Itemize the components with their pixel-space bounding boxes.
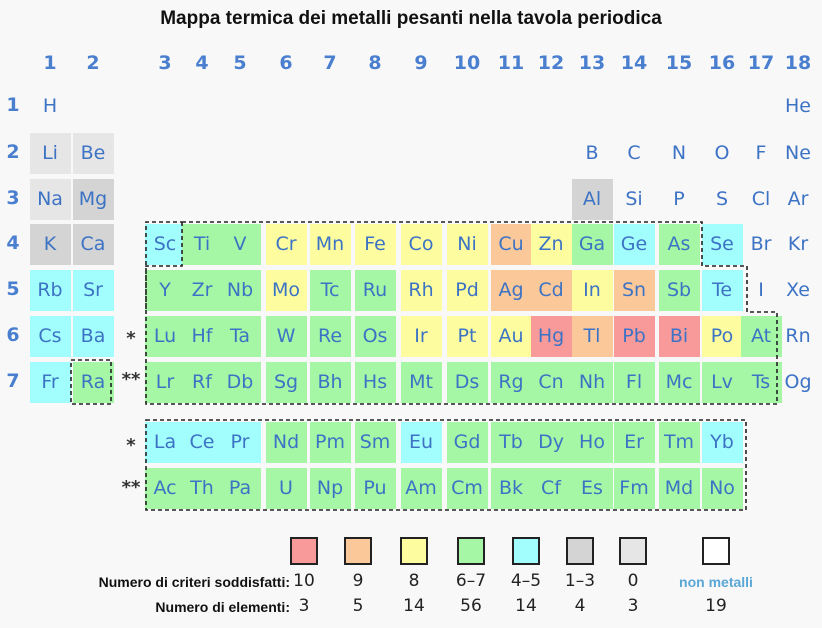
element-sm: Sm xyxy=(355,422,396,463)
element-co: Co xyxy=(401,224,442,265)
element-pa: Pa xyxy=(220,468,261,509)
element-rf: Rf xyxy=(182,362,223,403)
element-ts: Ts xyxy=(741,362,782,403)
element-fl: Fl xyxy=(614,362,655,403)
element-hs: Hs xyxy=(355,362,396,403)
element-cs: Cs xyxy=(30,316,71,357)
element-cd: Cd xyxy=(531,270,572,311)
element-rn: Rn xyxy=(785,325,811,347)
element-te: Te xyxy=(702,270,743,311)
group-label-10: 10 xyxy=(453,52,481,74)
legend-criteria-c0: 0 xyxy=(627,571,639,591)
legend-criteria-nm: non metalli xyxy=(679,574,753,590)
element-cu: Cu xyxy=(491,224,532,265)
element-i: I xyxy=(758,279,764,301)
element-rb: Rb xyxy=(30,270,71,311)
element-hf: Hf xyxy=(182,316,223,357)
element-am: Am xyxy=(401,468,442,509)
legend-swatch-c10 xyxy=(290,537,318,565)
group-label-12: 12 xyxy=(537,52,565,74)
group-label-16: 16 xyxy=(708,52,736,74)
element-c: C xyxy=(627,142,641,164)
legend-count-label: Numero di elementi: xyxy=(155,599,290,615)
element-mo: Mo xyxy=(266,270,307,311)
element-er: Er xyxy=(614,422,655,463)
element-ir: Ir xyxy=(401,316,442,357)
legend-swatch-c13 xyxy=(566,537,594,565)
element-po: Po xyxy=(702,316,743,357)
element-yb: Yb xyxy=(702,422,743,463)
element-fr: Fr xyxy=(30,362,71,403)
group-label-7: 7 xyxy=(323,52,337,74)
element-sg: Sg xyxy=(266,362,307,403)
element-ga: Ga xyxy=(572,224,613,265)
legend-criteria-c13: 1–3 xyxy=(564,571,596,591)
period-label-3: 3 xyxy=(6,187,20,209)
element-n: N xyxy=(671,142,687,164)
element-cl: Cl xyxy=(751,188,771,210)
legend-swatch-c45 xyxy=(512,537,540,565)
group-label-15: 15 xyxy=(665,52,693,74)
element-tb: Tb xyxy=(491,422,532,463)
element-na: Na xyxy=(30,179,71,220)
period-label-6: 6 xyxy=(6,324,20,346)
element-si: Si xyxy=(625,188,643,210)
element-pm: Pm xyxy=(310,422,351,463)
legend-count-c9: 5 xyxy=(352,596,364,616)
element-eu: Eu xyxy=(401,422,442,463)
element-ra: Ra xyxy=(73,362,114,403)
period-label-1: 1 xyxy=(6,94,20,116)
element-ca: Ca xyxy=(73,224,114,265)
element-xe: Xe xyxy=(786,279,810,301)
element-bk: Bk xyxy=(491,468,532,509)
element-og: Og xyxy=(784,371,812,393)
element-tm: Tm xyxy=(659,422,700,463)
element-ac: Ac xyxy=(145,468,186,509)
lanthanide-marker-main: * xyxy=(126,328,136,349)
element-f: F xyxy=(755,142,767,164)
element-ti: Ti xyxy=(182,224,223,265)
group-label-3: 3 xyxy=(158,52,172,74)
element-ag: Ag xyxy=(491,270,532,311)
element-lu: Lu xyxy=(145,316,186,357)
legend-count-c45: 14 xyxy=(515,596,537,616)
element-y: Y xyxy=(145,270,186,311)
group-label-5: 5 xyxy=(233,52,247,74)
element-ho: Ho xyxy=(572,422,613,463)
lanthanide-marker-series: * xyxy=(126,435,136,456)
element-pu: Pu xyxy=(355,468,396,509)
element-v: V xyxy=(220,224,261,265)
element-zr: Zr xyxy=(182,270,223,311)
element-tc: Tc xyxy=(310,270,351,311)
legend-swatch-nm xyxy=(702,537,730,565)
legend-count-c8: 14 xyxy=(403,596,425,616)
element-la: La xyxy=(145,422,186,463)
element-mc: Mc xyxy=(659,362,700,403)
element-li: Li xyxy=(30,133,71,174)
period-label-2: 2 xyxy=(6,141,20,163)
element-fm: Fm xyxy=(614,468,655,509)
element-ge: Ge xyxy=(614,224,655,265)
element-no: No xyxy=(702,468,743,509)
group-label-13: 13 xyxy=(578,52,606,74)
element-o: O xyxy=(714,142,730,164)
element-es: Es xyxy=(572,468,613,509)
period-label-4: 4 xyxy=(6,232,20,254)
element-b: B xyxy=(585,142,599,164)
group-label-6: 6 xyxy=(279,52,293,74)
element-hg: Hg xyxy=(531,316,572,357)
element-at: At xyxy=(741,316,782,357)
element-sn: Sn xyxy=(614,270,655,311)
element-k: K xyxy=(30,224,71,265)
element-ce: Ce xyxy=(182,422,223,463)
element-ba: Ba xyxy=(73,316,114,357)
element-os: Os xyxy=(355,316,396,357)
element-np: Np xyxy=(310,468,351,509)
element-pb: Pb xyxy=(614,316,655,357)
element-md: Md xyxy=(659,468,700,509)
element-mn: Mn xyxy=(310,224,351,265)
element-s: S xyxy=(715,188,729,210)
element-w: W xyxy=(266,316,307,357)
element-ne: Ne xyxy=(785,142,811,164)
group-label-18: 18 xyxy=(784,52,812,74)
legend-count-c67: 56 xyxy=(460,596,482,616)
element-gd: Gd xyxy=(447,422,488,463)
legend-swatch-c8 xyxy=(400,537,428,565)
element-lr: Lr xyxy=(145,362,186,403)
element-sb: Sb xyxy=(659,270,700,311)
element-be: Be xyxy=(73,133,114,174)
element-sc: Sc xyxy=(145,224,186,265)
group-label-17: 17 xyxy=(747,52,775,74)
group-label-9: 9 xyxy=(414,52,428,74)
group-label-1: 1 xyxy=(43,52,57,74)
element-cr: Cr xyxy=(266,224,307,265)
element-db: Db xyxy=(220,362,261,403)
legend-criteria-c67: 6–7 xyxy=(455,571,487,591)
element-lv: Lv xyxy=(702,362,743,403)
element-dy: Dy xyxy=(531,422,572,463)
element-zn: Zn xyxy=(531,224,572,265)
period-label-7: 7 xyxy=(6,370,20,392)
element-sr: Sr xyxy=(73,270,114,311)
element-cn: Cn xyxy=(531,362,572,403)
element-bi: Bi xyxy=(659,316,700,357)
element-nh: Nh xyxy=(572,362,613,403)
element-he: He xyxy=(785,95,811,117)
element-rh: Rh xyxy=(401,270,442,311)
legend-count-c13: 4 xyxy=(574,596,586,616)
element-pr: Pr xyxy=(220,422,261,463)
legend-swatch-c0 xyxy=(619,537,647,565)
element-u: U xyxy=(266,468,307,509)
element-mt: Mt xyxy=(401,362,442,403)
element-cf: Cf xyxy=(531,468,572,509)
legend-count-c0: 3 xyxy=(627,596,639,616)
legend-criteria-c9: 9 xyxy=(352,571,364,591)
element-h: H xyxy=(42,95,58,117)
element-nd: Nd xyxy=(266,422,307,463)
element-as: As xyxy=(659,224,700,265)
period-label-5: 5 xyxy=(6,278,20,300)
element-ta: Ta xyxy=(220,316,261,357)
legend-criteria-c10: 10 xyxy=(293,571,315,591)
group-label-11: 11 xyxy=(497,52,525,74)
element-al: Al xyxy=(572,179,613,220)
element-p: P xyxy=(673,188,685,210)
element-pd: Pd xyxy=(447,270,488,311)
element-kr: Kr xyxy=(787,233,809,255)
legend-count-c10: 3 xyxy=(298,596,310,616)
actinide-marker-series: ** xyxy=(121,477,141,498)
actinide-marker-main: ** xyxy=(121,369,141,390)
element-th: Th xyxy=(182,468,223,509)
legend-criteria-c8: 8 xyxy=(408,571,420,591)
element-mg: Mg xyxy=(73,179,114,220)
element-ds: Ds xyxy=(447,362,488,403)
element-nb: Nb xyxy=(220,270,261,311)
legend-swatch-c9 xyxy=(344,537,372,565)
group-label-14: 14 xyxy=(620,52,648,74)
element-cm: Cm xyxy=(447,468,488,509)
element-fe: Fe xyxy=(355,224,396,265)
legend-swatch-c67 xyxy=(457,537,485,565)
element-bh: Bh xyxy=(310,362,351,403)
page-title: Mappa termica dei metalli pesanti nella tavola periodica xyxy=(160,8,662,29)
legend-count-nm: 19 xyxy=(705,596,727,616)
element-tl: Tl xyxy=(572,316,613,357)
element-ru: Ru xyxy=(355,270,396,311)
element-br: Br xyxy=(750,233,772,255)
element-in: In xyxy=(572,270,613,311)
legend-criteria-label: Numero di criteri soddisfatti: xyxy=(98,574,290,590)
element-se: Se xyxy=(702,224,743,265)
element-ar: Ar xyxy=(787,188,809,210)
element-au: Au xyxy=(491,316,532,357)
element-ni: Ni xyxy=(447,224,488,265)
group-label-4: 4 xyxy=(195,52,209,74)
legend-criteria-c45: 4–5 xyxy=(510,571,542,591)
element-re: Re xyxy=(310,316,351,357)
element-rg: Rg xyxy=(491,362,532,403)
group-label-2: 2 xyxy=(86,52,100,74)
element-pt: Pt xyxy=(447,316,488,357)
group-label-8: 8 xyxy=(368,52,382,74)
